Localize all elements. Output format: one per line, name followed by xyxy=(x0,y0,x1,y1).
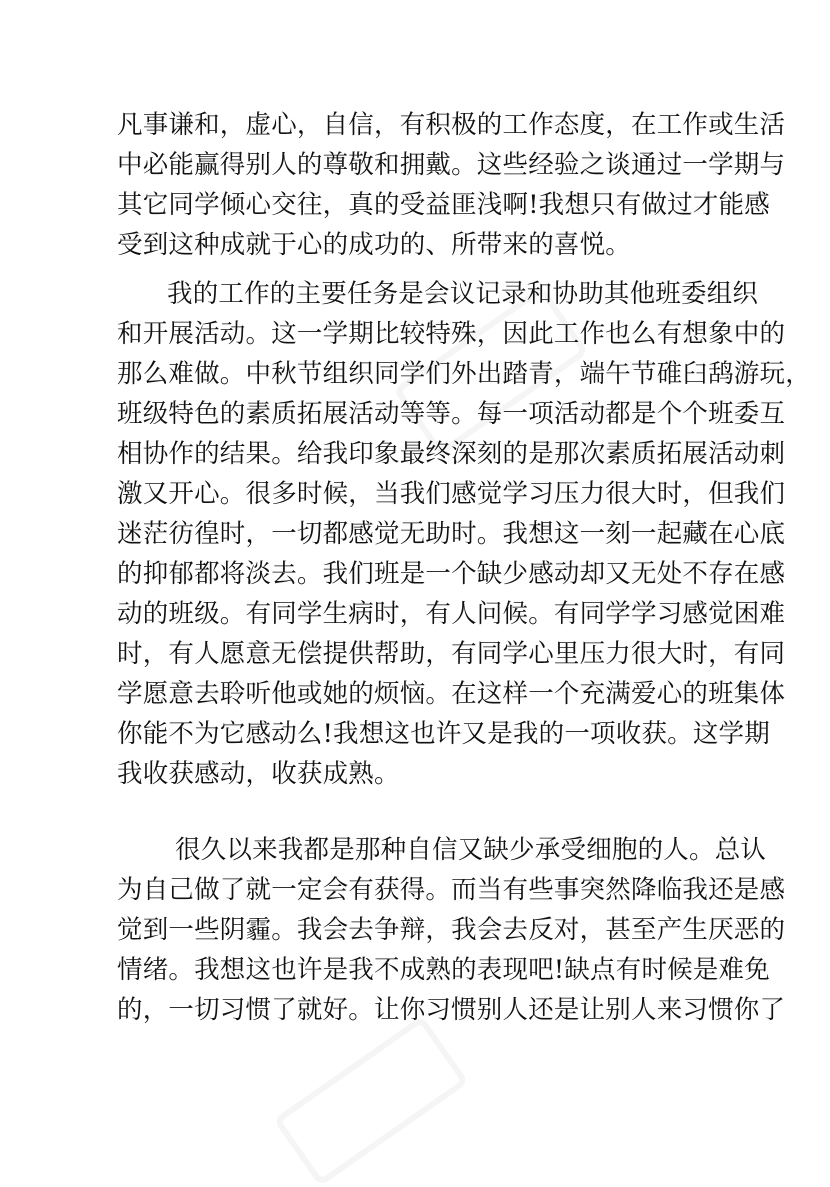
paragraph-line: 动的班级。有同学生病时，有人问候。有同学学习感觉困难 xyxy=(117,599,786,629)
paragraph-line: 激又开心。很多时候，当我们感觉学习压力很大时，但我们 xyxy=(117,479,786,509)
paragraph-line: 那么难做。中秋节组织同学们外出踏青，端午节碓臼鸹游玩， xyxy=(117,359,811,389)
paragraph-line: 的抑郁都将淡去。我们班是一个缺少感动却又无处不存在感 xyxy=(117,559,786,589)
paragraph-line: 情绪。我想这也许是我不成熟的表现吧!缺点有时候是难免 xyxy=(117,955,770,985)
paragraph-line: 学愿意去聆听他或她的烦恼。在这样一个充满爱心的班集体 xyxy=(117,679,786,709)
paragraph-2 xyxy=(117,274,811,794)
paragraph-line: 迷茫彷徨时，一切都感觉无助时。我想这一刻一起藏在心底 xyxy=(117,519,786,549)
paragraph-line: 我收获感动，收获成熟。 xyxy=(117,759,400,789)
paragraph-1 xyxy=(117,105,786,265)
paragraph-line: 凡事谦和，虚心，自信，有积极的工作态度，在工作或生活 xyxy=(117,110,786,140)
paragraph-line: 和开展活动。这一学期比较特殊，因此工作也么有想象中的 xyxy=(117,319,786,349)
paragraph-line: 相协作的结果。给我印象最终深刻的是那次素质拓展活动刺 xyxy=(117,439,786,469)
paragraph-line: 很久以来我都是那种自信又缺少承受细胞的人。总认 xyxy=(175,835,767,865)
paragraph-3 xyxy=(117,830,786,1030)
paragraph-line: 觉到一些阴霾。我会去争辩，我会去反对，甚至产生厌恶的 xyxy=(117,915,786,945)
paragraph-line: 时，有人愿意无偿提供帮助，有同学心里压力很大时，有同 xyxy=(117,639,786,669)
paragraph-line: 你能不为它感动么!我想这也许又是我的一项收获。这学期 xyxy=(117,719,770,749)
watermark-logo-icon xyxy=(273,1015,469,1187)
paragraph-line: 受到这种成就于心的成功的、所带来的喜悦。 xyxy=(117,230,632,260)
paragraph-line: 的，一切习惯了就好。让你习惯别人还是让别人来习惯你了 xyxy=(117,995,786,1025)
paragraph-line: 中必能赢得别人的尊敬和拥戴。这些经验之谈通过一学期与 xyxy=(117,150,786,180)
paragraph-line: 班级特色的素质拓展活动等等。每一项活动都是个个班委互 xyxy=(117,399,786,429)
paragraph-line: 为自己做了就一定会有获得。而当有些事突然降临我还是感 xyxy=(117,875,786,905)
paragraph-line: 我的工作的主要任务是会议记录和协助其他班委组织 xyxy=(167,279,759,309)
paragraph-line: 其它同学倾心交往，真的受益匪浅啊!我想只有做过才能感 xyxy=(117,190,770,220)
